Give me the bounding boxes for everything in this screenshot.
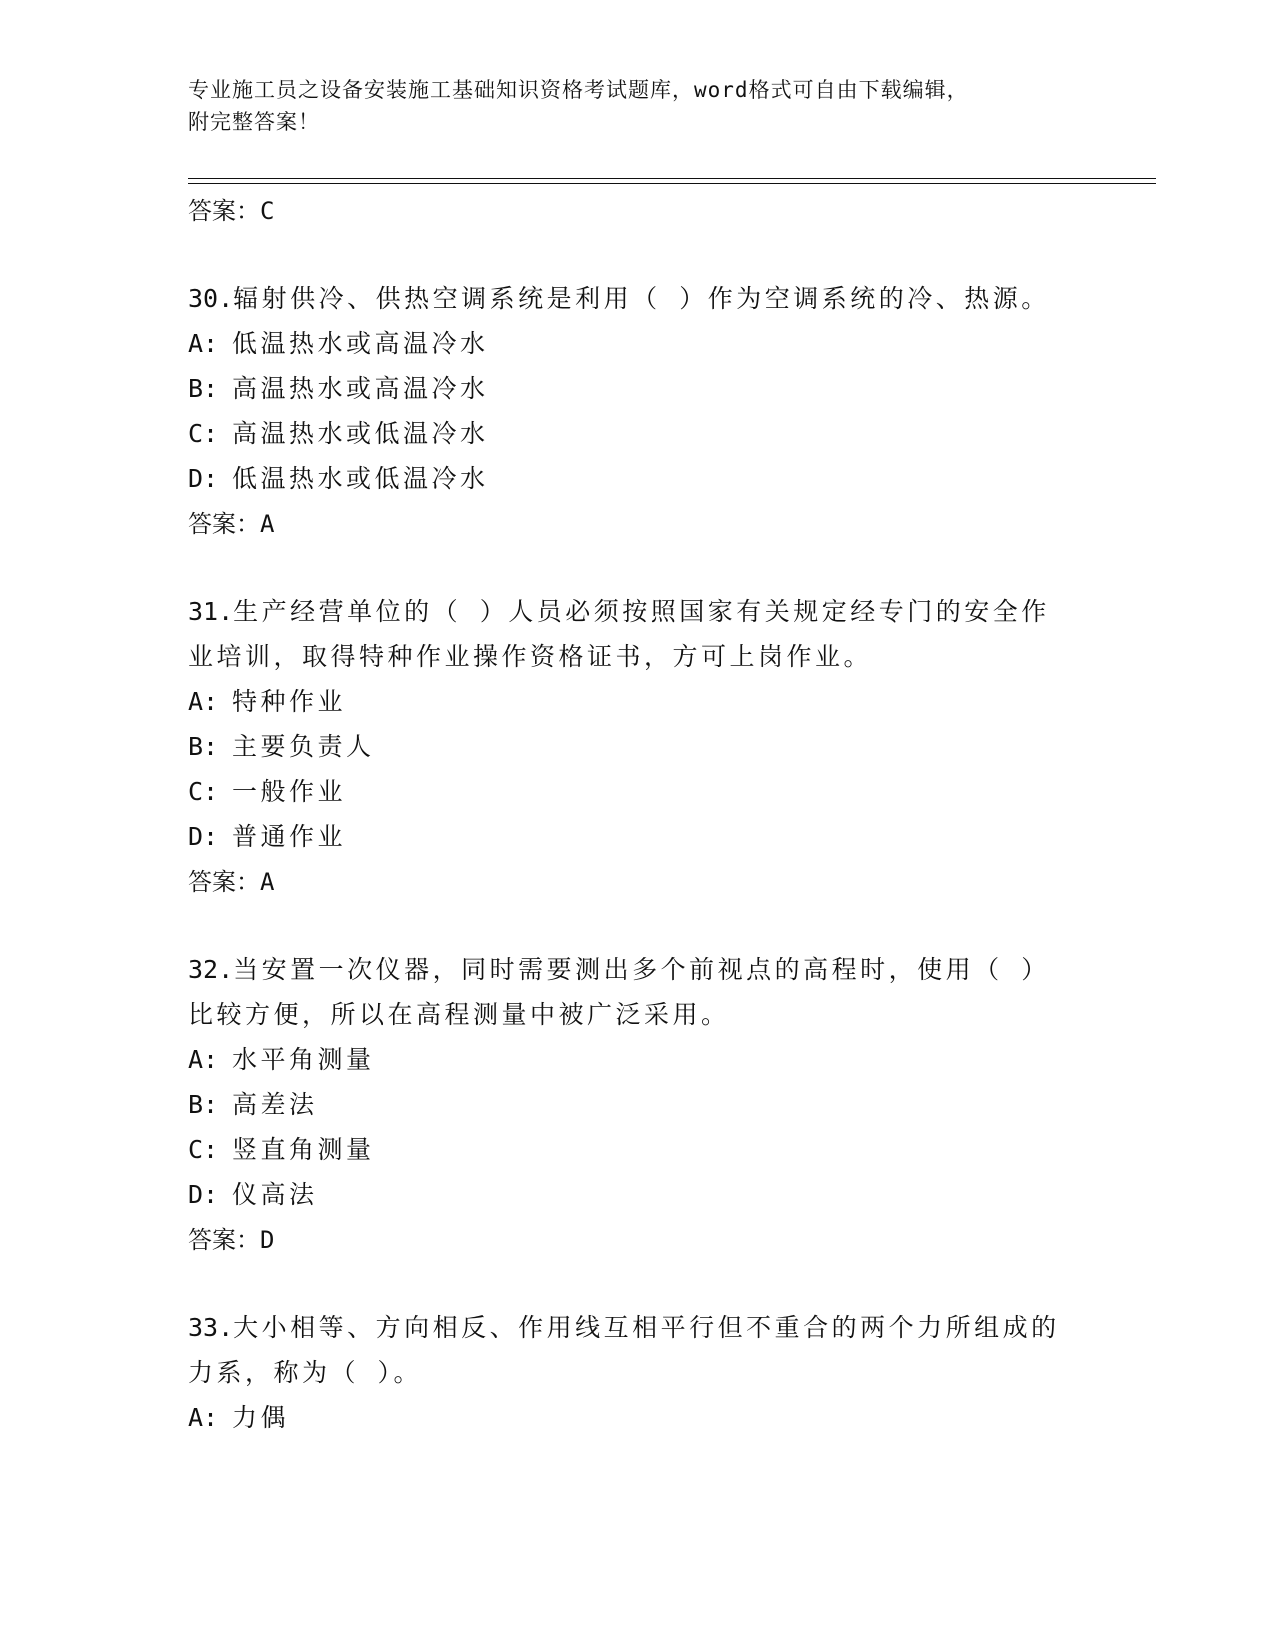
answer-value: C — [260, 197, 275, 225]
option-key: C: — [188, 1135, 219, 1164]
question-stem-line: 辐射供冷、供热空调系统是利用（ ）作为空调系统的冷、热源。 — [233, 284, 1050, 313]
option-key: D: — [188, 464, 219, 493]
question-stem-continued — [188, 992, 1088, 1037]
option-text: 主要负责人 — [232, 732, 375, 761]
question-stem-line: 大小相等、方向相反、作用线互相平行但不重合的两个力所组成的 — [233, 1313, 1060, 1342]
option-text: 竖直角测量 — [232, 1135, 375, 1164]
answer-value: D — [260, 1226, 275, 1254]
option-a — [188, 1395, 1088, 1440]
question-stem-line: 业培训，取得特种作业操作资格证书，方可上岗作业。 — [188, 642, 873, 671]
answer-value: A — [260, 510, 275, 538]
option-key: D: — [188, 1180, 219, 1209]
question-stem — [188, 589, 1088, 634]
answer-label: 答案： — [188, 868, 260, 896]
answer-value: A — [260, 868, 275, 896]
header-divider-bottom — [188, 183, 1156, 184]
answer-line — [188, 501, 1088, 547]
option-d — [188, 1172, 1088, 1217]
option-c — [188, 1127, 1088, 1172]
option-d — [188, 456, 1088, 501]
header-divider-top — [188, 178, 1156, 179]
question-stem — [188, 947, 1088, 992]
answer-line — [188, 1217, 1088, 1263]
option-text: 高差法 — [232, 1090, 318, 1119]
question-number: 30. — [188, 284, 234, 313]
answer-line — [188, 188, 1088, 234]
question-stem-line: 力系，称为（ ）。 — [188, 1358, 423, 1387]
answer-line — [188, 859, 1088, 905]
option-b — [188, 724, 1088, 769]
question-stem — [188, 276, 1088, 321]
question-stem-continued — [188, 1350, 1088, 1395]
question-block — [188, 1305, 1088, 1440]
option-key: A: — [188, 329, 219, 358]
option-text: 水平角测量 — [232, 1045, 375, 1074]
option-text: 仪高法 — [232, 1180, 318, 1209]
document-header — [188, 74, 1068, 138]
option-text: 高温热水或高温冷水 — [232, 374, 489, 403]
option-key: B: — [188, 1090, 219, 1119]
answer-label: 答案： — [188, 197, 260, 225]
question-stem-continued — [188, 634, 1088, 679]
answer-label: 答案： — [188, 1226, 260, 1254]
option-key: C: — [188, 419, 219, 448]
question-stem — [188, 1305, 1088, 1350]
header-line-1: 专业施工员之设备安装施工基础知识资格考试题库，word格式可自由下载编辑， — [188, 78, 969, 102]
option-c — [188, 769, 1088, 814]
option-text: 普通作业 — [232, 822, 347, 851]
option-a — [188, 1037, 1088, 1082]
option-a — [188, 321, 1088, 366]
option-key: D: — [188, 822, 219, 851]
option-text: 特种作业 — [232, 687, 347, 716]
option-key: A: — [188, 1045, 219, 1074]
option-b — [188, 366, 1088, 411]
question-block — [188, 589, 1088, 905]
answer-label: 答案： — [188, 510, 260, 538]
question-number: 31. — [188, 597, 234, 626]
option-d — [188, 814, 1088, 859]
question-number: 33. — [188, 1313, 234, 1342]
question-stem-line: 当安置一次仪器，同时需要测出多个前视点的高程时，使用（ ） — [233, 955, 1050, 984]
option-key: C: — [188, 777, 219, 806]
option-b — [188, 1082, 1088, 1127]
option-c — [188, 411, 1088, 456]
option-key: A: — [188, 687, 219, 716]
question-stem-line: 生产经营单位的（ ）人员必须按照国家有关规定经专门的安全作 — [233, 597, 1050, 626]
option-key: B: — [188, 374, 219, 403]
option-a — [188, 679, 1088, 724]
option-text: 一般作业 — [232, 777, 347, 806]
option-text: 高温热水或低温冷水 — [232, 419, 489, 448]
option-text: 低温热水或高温冷水 — [232, 329, 489, 358]
option-text: 力偶 — [232, 1403, 290, 1432]
question-number: 32. — [188, 955, 234, 984]
question-list — [188, 188, 1088, 1440]
question-block — [188, 947, 1088, 1263]
option-text: 低温热水或低温冷水 — [232, 464, 489, 493]
option-key: A: — [188, 1403, 219, 1432]
question-block — [188, 276, 1088, 547]
option-key: B: — [188, 732, 219, 761]
question-stem-line: 比较方便，所以在高程测量中被广泛采用。 — [188, 1000, 730, 1029]
header-line-2: 附完整答案！ — [188, 110, 320, 134]
